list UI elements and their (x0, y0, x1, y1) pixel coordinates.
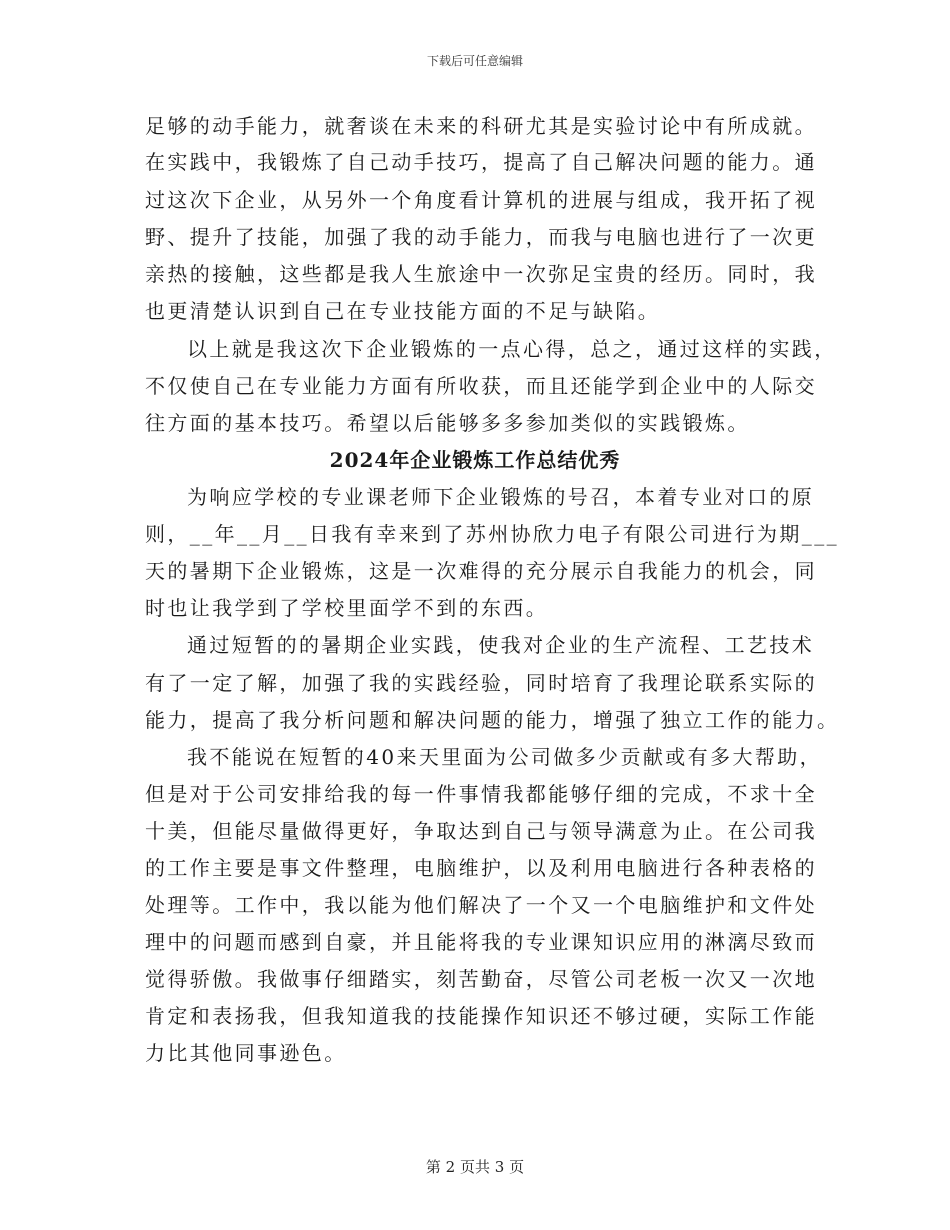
body-line: 过这次下企业，从另外一个角度看计算机的进展与组成，我开拓了视 (145, 188, 817, 212)
body-line: 力比其他同事逊色。 (145, 1041, 347, 1065)
body-line: 处理等。工作中，我以能为他们解决了一个又一个电脑维护和文件处 (145, 893, 817, 917)
body-line: 通过短暂的的暑期企业实践，使我对企业的生产流程、工艺技术 (187, 633, 815, 657)
body-line: 能力，提高了我分析问题和解决问题的能力，增强了独立工作的能力。 (145, 708, 840, 732)
body-line: 十美，但能尽量做得更好，争取达到自己与领导满意为止。在公司我 (145, 819, 817, 843)
body-line: 在实践中，我锻炼了自己动手技巧，提高了自己解决问题的能力。通 (145, 150, 817, 174)
body-line: 有了一定了解，加强了我的实践经验，同时培育了我理论联系实际的 (145, 671, 817, 695)
body-line: 肯定和表扬我，但我知道我的技能操作知识还不够过硬，实际工作能 (145, 1004, 817, 1028)
body-line: 野、提升了技能，加强了我的动手能力，而我与电脑也进行了一次更 (145, 225, 817, 249)
body-line: 不仅使自己在专业能力方面有所收获，而且还能学到企业中的人际交 (145, 374, 817, 398)
body-line: 天的暑期下企业锻炼，这是一次难得的充分展示自我能力的机会，同 (145, 559, 817, 583)
document-body-2 (145, 0, 840, 1230)
body-line: 觉得骄傲。我做事仔细踏实，刻苦勤奋，尽管公司老板一次又一次地 (145, 967, 817, 991)
body-line: 理中的问题而感到自豪，并且能将我的专业课知识应用的淋漓尽致而 (145, 930, 817, 954)
body-line: 也更清楚认识到自己在专业技能方面的不足与缺陷。 (145, 299, 661, 323)
body-line: 但是对于公司安排给我的每一件事情我都能够仔细的完成，不求十全 (145, 782, 817, 806)
body-line: 时也让我学到了学校里面学不到的东西。 (145, 596, 549, 620)
body-line: 我不能说在短暂的40来天里面为公司做多少贡献或有多大帮助， (187, 745, 823, 769)
body-line: 则，__年__月__日我有幸来到了苏州协欣力电子有限公司进行为期___ (145, 522, 839, 546)
body-line: 以上就是我这次下企业锻炼的一点心得，总之，通过这样的实践， (187, 337, 837, 361)
body-line: 往方面的基本技巧。希望以后能够多多参加类似的实践锻炼。 (145, 411, 750, 435)
section-title: 2024年企业锻炼工作总结优秀 (329, 448, 621, 472)
body-line: 为响应学校的专业课老师下企业锻炼的号召，本着专业对口的原 (187, 485, 815, 509)
body-line: 的工作主要是事文件整理，电脑维护，以及利用电脑进行各种表格的 (145, 856, 817, 880)
page-footer: 第 2 页共 3 页 (425, 1158, 525, 1176)
page-header: 下载后可任意编辑 (426, 54, 523, 68)
body-line: 足够的动手能力，就奢谈在未来的科研尤其是实验讨论中有所成就。 (145, 114, 817, 138)
body-line: 亲热的接触，这些都是我人生旅途中一次弥足宝贵的经历。同时，我 (145, 262, 817, 286)
